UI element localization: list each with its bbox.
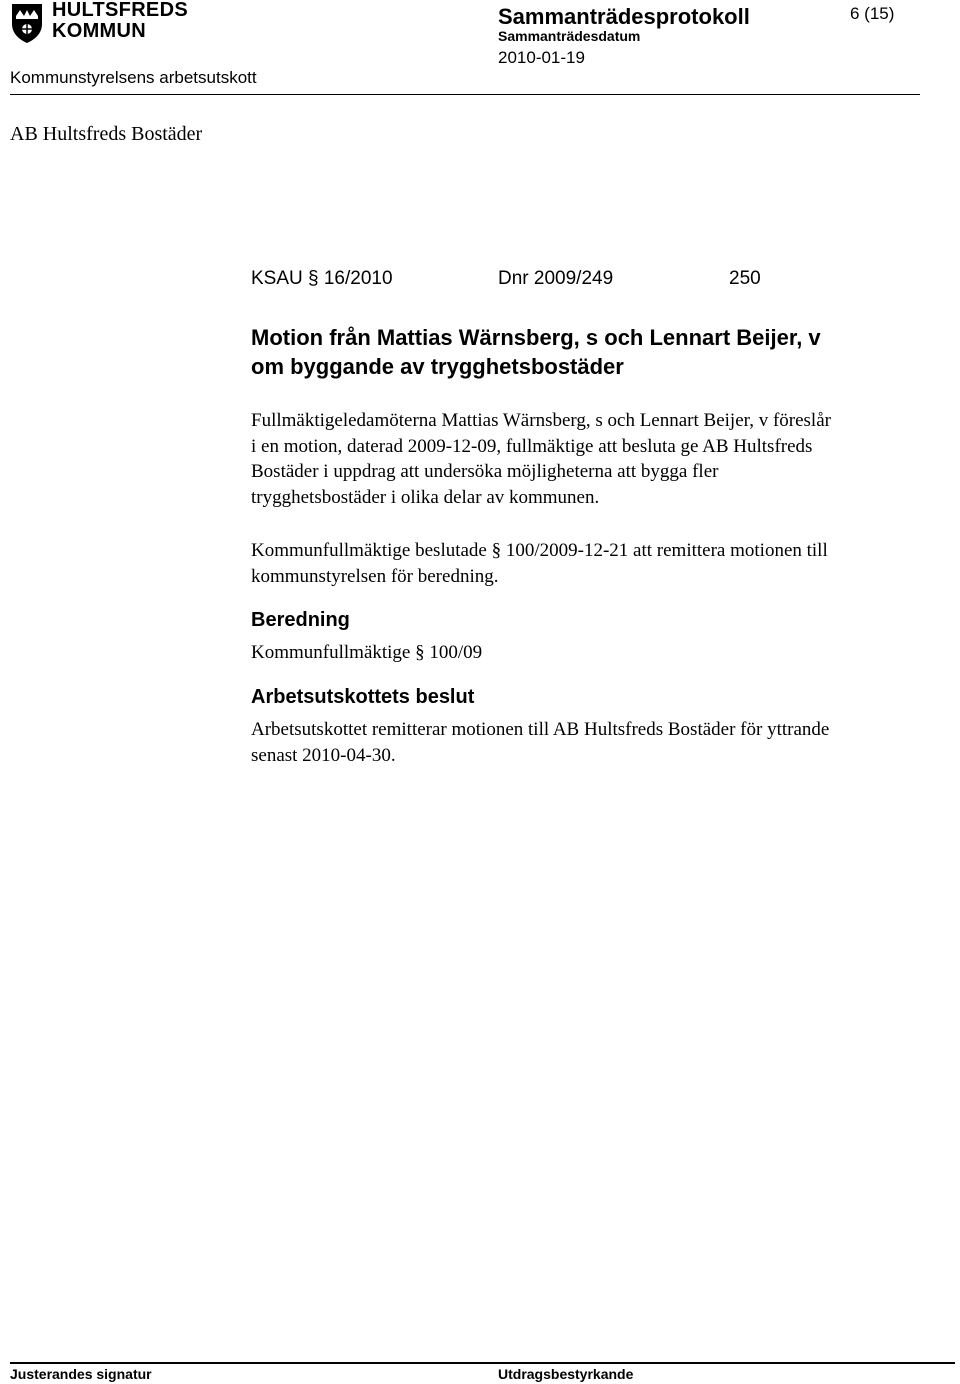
text-line: trygghetsbostäder i olika delar av kommunen. xyxy=(251,486,600,508)
ksau-number: KSAU § 16/2010 xyxy=(251,268,393,289)
dnr-number: Dnr 2009/249 xyxy=(498,268,614,289)
certification-label: Utdragsbestyrkande xyxy=(498,1366,634,1382)
meeting-date-label: Sammanträdesdatum xyxy=(498,28,641,44)
decision-heading: Arbetsutskottets beslut xyxy=(251,686,475,708)
motion-heading xyxy=(251,323,931,381)
text-line: Arbetsutskottet remitterar motionen till AB Hultsfreds Bostäder för yttrande xyxy=(251,719,830,740)
motion-summary-paragraph xyxy=(251,408,941,510)
logo-line-1: HULTSFREDS xyxy=(52,0,188,21)
logo-line-2: KOMMUN xyxy=(52,20,147,42)
organization-unit: Kommunstyrelsens arbetsutskott xyxy=(10,68,257,87)
heading-line: Motion från Mattias Wärnsberg, s och Lennart Beijer, v xyxy=(251,325,821,350)
subject-line: AB Hultsfreds Bostäder xyxy=(10,123,203,145)
municipality-logo xyxy=(10,0,188,46)
decision-paragraph xyxy=(251,717,941,768)
council-decision-paragraph xyxy=(251,538,941,589)
signature-label: Justerandes signatur xyxy=(10,1366,152,1382)
beredning-text: Kommunfullmäktige § 100/09 xyxy=(251,642,483,663)
text-line: Kommunfullmäktige beslutade § 100/2009-12-21 att remittera motionen till xyxy=(251,540,828,561)
beredning-heading: Beredning xyxy=(251,609,350,631)
text-line: Fullmäktigeledamöterna Mattias Wärnsberg, s och Lennart Beijer, v föreslår xyxy=(251,410,831,431)
document-type: Sammanträdesprotokoll xyxy=(498,4,750,29)
meeting-date: 2010-01-19 xyxy=(498,48,585,67)
text-line: kommunstyrelsen för beredning. xyxy=(251,565,499,587)
text-line: i en motion, daterad 2009-12-09, fullmäktige att besluta ge AB Hultsfreds xyxy=(251,435,813,457)
footer-divider xyxy=(10,1362,955,1364)
heading-line: om byggande av trygghetsbostäder xyxy=(251,354,624,379)
page-number: 6 (15) xyxy=(850,4,895,23)
coat-of-arms-icon xyxy=(10,2,44,44)
text-line: senast 2010-04-30. xyxy=(251,744,396,766)
text-line: Bostäder i uppdrag att undersöka möjligheterna att bygga fler xyxy=(251,461,719,482)
header-divider xyxy=(10,94,920,95)
case-code: 250 xyxy=(729,268,761,289)
